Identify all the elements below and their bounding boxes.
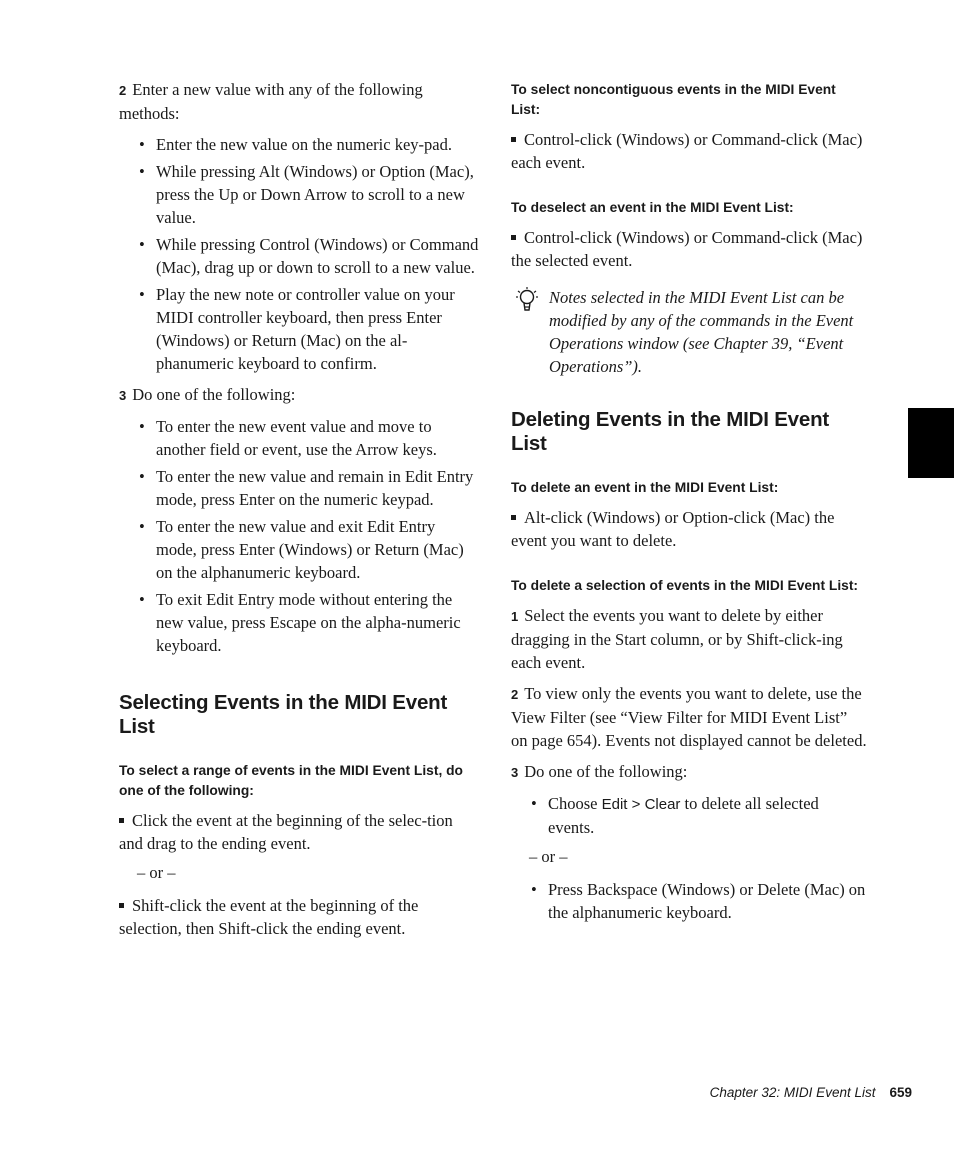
procedure-heading-range: To select a range of events in the MIDI Event List, do one of the following:	[119, 763, 463, 798]
bullet-dot: •	[139, 162, 145, 181]
menu-path: Edit > Clear	[601, 796, 681, 813]
right-column	[511, 78, 867, 932]
lightbulb-icon	[515, 286, 543, 316]
step-2	[119, 78, 479, 125]
page-footer	[710, 1085, 912, 1100]
bullet-dot: •	[139, 417, 145, 436]
list-item: • While pressing Alt (Windows) or Option (Mac), press the Up or Down Arrow to scroll to a new value.	[139, 162, 474, 227]
bullet-dot: •	[139, 235, 145, 254]
delete-bullets-a	[511, 792, 867, 839]
list-item: • To enter the new event value and move to another field or event, use the Arrow keys.	[139, 417, 437, 459]
bullet-dot: •	[531, 880, 537, 899]
square-bullet	[511, 235, 516, 240]
list-item: • To exit Edit Entry mode without entering the new value, press Escape on the alpha-numeric keyboard.	[139, 590, 461, 655]
procedure-heading-delete-one: To delete an event in the MIDI Event List:	[511, 480, 779, 495]
step-3-bullets	[119, 415, 479, 657]
bullet-dot: •	[139, 467, 145, 486]
list-item: • Choose Edit > Clear to delete all selected events.	[531, 794, 819, 837]
left-column	[119, 78, 479, 940]
procedure-item: Shift-click the event at the beginning of the selection, then Shift-click the ending event.	[119, 896, 419, 938]
bullet-dot: •	[139, 590, 145, 609]
step-2-bullets	[119, 133, 479, 375]
list-item: • To enter the new value and exit Edit Entry mode, press Enter (Windows) or Return (Mac) on the alphanumeric keyboard.	[139, 517, 464, 582]
step-number: 3	[511, 765, 519, 780]
procedure-item: Click the event at the beginning of the selec-tion and drag to the ending event.	[119, 811, 453, 853]
list-item: • To enter the new value and remain in Edit Entry mode, press Enter on the numeric keypad.	[139, 467, 474, 509]
bullet-dot: •	[139, 135, 145, 154]
procedure-heading-noncontiguous: To select noncontiguous events in the MIDI Event List:	[511, 82, 836, 117]
step-text: Select the events you want to delete by either dragging in the Start column, or by Shift-click-ing each event.	[511, 606, 843, 672]
section-heading-selecting: Selecting Events in the MIDI Event List	[119, 691, 448, 738]
step-1	[511, 604, 867, 674]
square-bullet	[119, 818, 124, 823]
step-number: 1	[511, 609, 519, 624]
list-item: • While pressing Control (Windows) or Command (Mac), drag up or down to scroll to a new value.	[139, 235, 479, 277]
procedure-item: Control-click (Windows) or Command-click (Mac) each event.	[511, 130, 863, 172]
step-3	[119, 383, 479, 407]
step-2	[511, 682, 867, 752]
tip-text: Notes selected in the MIDI Event List can be modified by any of the commands in the Event Operations window (see Chapter 39, “Event Operations”).	[549, 288, 854, 376]
chapter-thumb-tab	[908, 408, 954, 478]
step-text: To view only the events you want to delete, use the View Filter (see “View Filter for MIDI Event List” on page 654). Events not displayed cannot be deleted.	[511, 684, 867, 750]
step-text: Do one of the following:	[132, 385, 296, 404]
bullet-dot: •	[139, 285, 145, 304]
or-separator: – or –	[137, 863, 176, 882]
section-heading-deleting: Deleting Events in the MIDI Event List	[511, 408, 830, 455]
page-number: 659	[889, 1085, 912, 1100]
step-3	[511, 760, 867, 784]
tip-note	[511, 286, 867, 378]
step-number: 2	[511, 687, 519, 702]
procedure-item: Control-click (Windows) or Command-click (Mac) the selected event.	[511, 228, 863, 270]
or-separator: – or –	[529, 847, 568, 866]
list-item: • Play the new note or controller value on your MIDI controller keyboard, then press Enter (Windows) or Return (Mac) on the al-phanumeric keyboard to confirm.	[139, 285, 455, 373]
list-item: • Enter the new value on the numeric key-pad.	[139, 135, 452, 154]
square-bullet	[119, 903, 124, 908]
step-text: Do one of the following:	[524, 762, 688, 781]
step-text: Enter a new value with any of the following methods:	[119, 80, 423, 123]
procedure-heading-delete-selection: To delete a selection of events in the MIDI Event List:	[511, 578, 859, 593]
step-number: 3	[119, 388, 127, 403]
square-bullet	[511, 137, 516, 142]
bullet-dot: •	[139, 517, 145, 536]
square-bullet	[511, 515, 516, 520]
procedure-heading-deselect: To deselect an event in the MIDI Event List:	[511, 200, 794, 215]
footer-chapter: Chapter 32: MIDI Event List	[709, 1085, 876, 1100]
list-item: • Press Backspace (Windows) or Delete (Mac) on the alphanumeric keyboard.	[531, 880, 866, 922]
procedure-item: Alt-click (Windows) or Option-click (Mac) the event you want to delete.	[511, 508, 835, 550]
delete-bullets-b	[511, 878, 867, 924]
step-number: 2	[119, 83, 127, 98]
bullet-dot: •	[531, 794, 537, 813]
